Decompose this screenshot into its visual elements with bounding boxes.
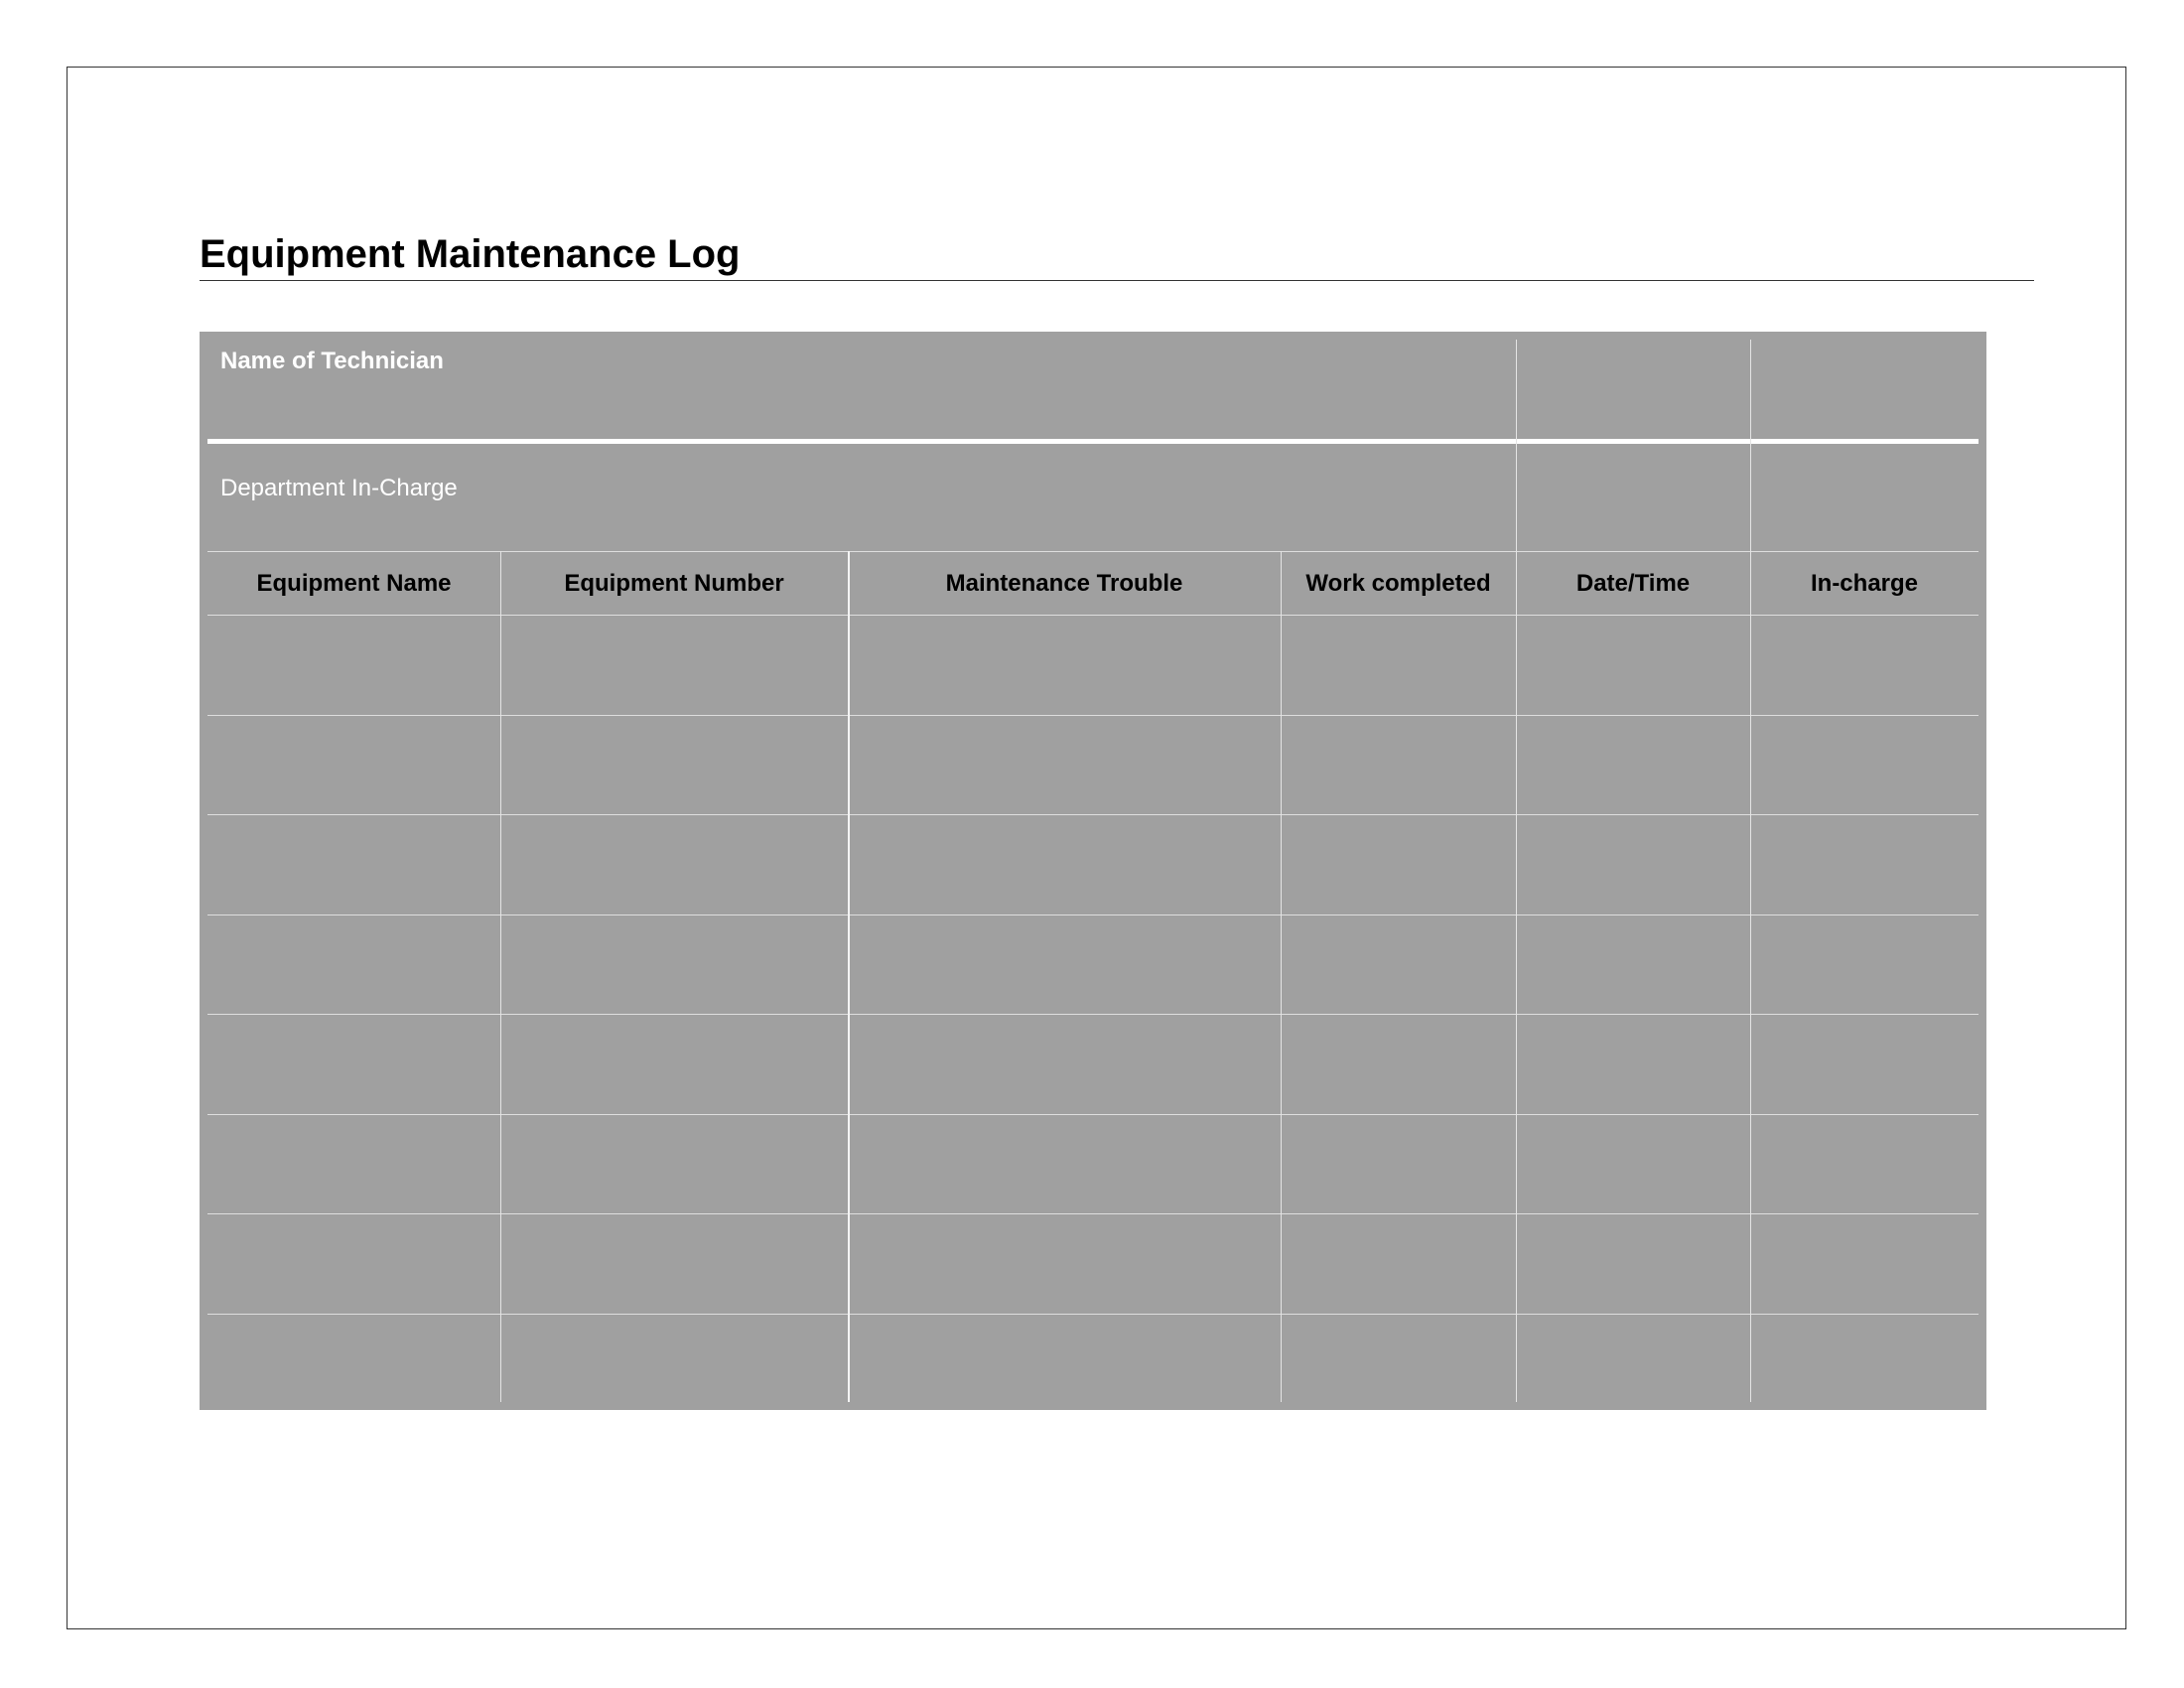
row-5-date-time-cell[interactable]: [1516, 1014, 1750, 1114]
column-header-equipment-number: Equipment Number: [564, 570, 784, 597]
row-3-maintenance-trouble-cell[interactable]: [848, 814, 1281, 914]
department-field[interactable]: [207, 444, 1516, 551]
row-4-in-charge-cell[interactable]: [1750, 914, 1979, 1015]
technician-name-field[interactable]: [207, 340, 1516, 439]
row-7-equipment-number-cell[interactable]: [500, 1213, 848, 1314]
maintenance-log-form: [200, 332, 1986, 1410]
grid-hline: [207, 1014, 1979, 1015]
grid-vline: [848, 551, 850, 1402]
row-7-maintenance-trouble-cell[interactable]: [848, 1213, 1281, 1314]
row-6-work-completed-cell[interactable]: [1281, 1114, 1516, 1214]
row-6-equipment-name-cell[interactable]: [207, 1114, 500, 1214]
row-2-in-charge-cell[interactable]: [1750, 715, 1979, 815]
row-7-work-completed-cell[interactable]: [1281, 1213, 1516, 1314]
row-4-equipment-number-cell[interactable]: [500, 914, 848, 1015]
department-extra-field-1[interactable]: [1516, 444, 1750, 551]
row-5-work-completed-cell[interactable]: [1281, 1014, 1516, 1114]
row-1-in-charge-cell[interactable]: [1750, 615, 1979, 715]
row-8-work-completed-cell[interactable]: [1281, 1314, 1516, 1414]
log-grid: [207, 340, 1979, 1402]
row-2-maintenance-trouble-cell[interactable]: [848, 715, 1281, 815]
row-6-maintenance-trouble-cell[interactable]: [848, 1114, 1281, 1214]
row-8-equipment-number-cell[interactable]: [500, 1314, 848, 1414]
grid-vline: [1281, 551, 1282, 1402]
technician-extra-field-2[interactable]: [1750, 340, 1979, 439]
row-7-in-charge-cell[interactable]: [1750, 1213, 1979, 1314]
row-3-equipment-name-cell[interactable]: [207, 814, 500, 914]
row-2-work-completed-cell[interactable]: [1281, 715, 1516, 815]
row-4-equipment-name-cell[interactable]: [207, 914, 500, 1015]
row-4-maintenance-trouble-cell[interactable]: [848, 914, 1281, 1015]
row-5-in-charge-cell[interactable]: [1750, 1014, 1979, 1114]
row-8-date-time-cell[interactable]: [1516, 1314, 1750, 1414]
row-8-equipment-name-cell[interactable]: [207, 1314, 500, 1414]
grid-hline: [207, 715, 1979, 716]
grid-hline: [207, 1114, 1979, 1115]
column-header-work-completed: Work completed: [1305, 570, 1491, 597]
row-1-equipment-name-cell[interactable]: [207, 615, 500, 715]
column-header-maintenance-trouble: Maintenance Trouble: [945, 570, 1183, 597]
grid-hline: [207, 1314, 1979, 1315]
row-6-date-time-cell[interactable]: [1516, 1114, 1750, 1214]
row-1-maintenance-trouble-cell[interactable]: [848, 615, 1281, 715]
row-5-equipment-name-cell[interactable]: [207, 1014, 500, 1114]
row-1-date-time-cell[interactable]: [1516, 615, 1750, 715]
title-underline: [200, 280, 2034, 281]
row-2-equipment-number-cell[interactable]: [500, 715, 848, 815]
row-1-work-completed-cell[interactable]: [1281, 615, 1516, 715]
row-4-date-time-cell[interactable]: [1516, 914, 1750, 1015]
grid-hline: [207, 914, 1979, 915]
row-4-work-completed-cell[interactable]: [1281, 914, 1516, 1015]
department-label: Department In-Charge: [220, 475, 458, 501]
row-5-maintenance-trouble-cell[interactable]: [848, 1014, 1281, 1114]
grid-vline: [1516, 340, 1517, 1402]
column-header-in-charge: In-charge: [1810, 570, 1919, 597]
column-header-date-time: Date/Time: [1575, 570, 1691, 597]
row-2-equipment-name-cell[interactable]: [207, 715, 500, 815]
row-8-maintenance-trouble-cell[interactable]: [848, 1314, 1281, 1414]
column-header-equipment-name: Equipment Name: [256, 570, 452, 597]
technician-label: Name of Technician: [220, 348, 444, 374]
row-3-date-time-cell[interactable]: [1516, 814, 1750, 914]
row-3-work-completed-cell[interactable]: [1281, 814, 1516, 914]
row-8-in-charge-cell[interactable]: [1750, 1314, 1979, 1414]
grid-hline: [207, 814, 1979, 815]
row-7-date-time-cell[interactable]: [1516, 1213, 1750, 1314]
row-5-equipment-number-cell[interactable]: [500, 1014, 848, 1114]
row-1-equipment-number-cell[interactable]: [500, 615, 848, 715]
grid-vline: [1750, 340, 1751, 1402]
row-7-equipment-name-cell[interactable]: [207, 1213, 500, 1314]
grid-hline: [207, 615, 1979, 616]
row-3-equipment-number-cell[interactable]: [500, 814, 848, 914]
page-title: Equipment Maintenance Log: [200, 232, 741, 276]
grid-hline: [207, 1213, 1979, 1214]
grid-vline: [500, 551, 501, 1402]
grid-hline: [207, 551, 1979, 552]
row-6-in-charge-cell[interactable]: [1750, 1114, 1979, 1214]
row-2-date-time-cell[interactable]: [1516, 715, 1750, 815]
row-6-equipment-number-cell[interactable]: [500, 1114, 848, 1214]
row-3-in-charge-cell[interactable]: [1750, 814, 1979, 914]
department-extra-field-2[interactable]: [1750, 444, 1979, 551]
technician-extra-field-1[interactable]: [1516, 340, 1750, 439]
